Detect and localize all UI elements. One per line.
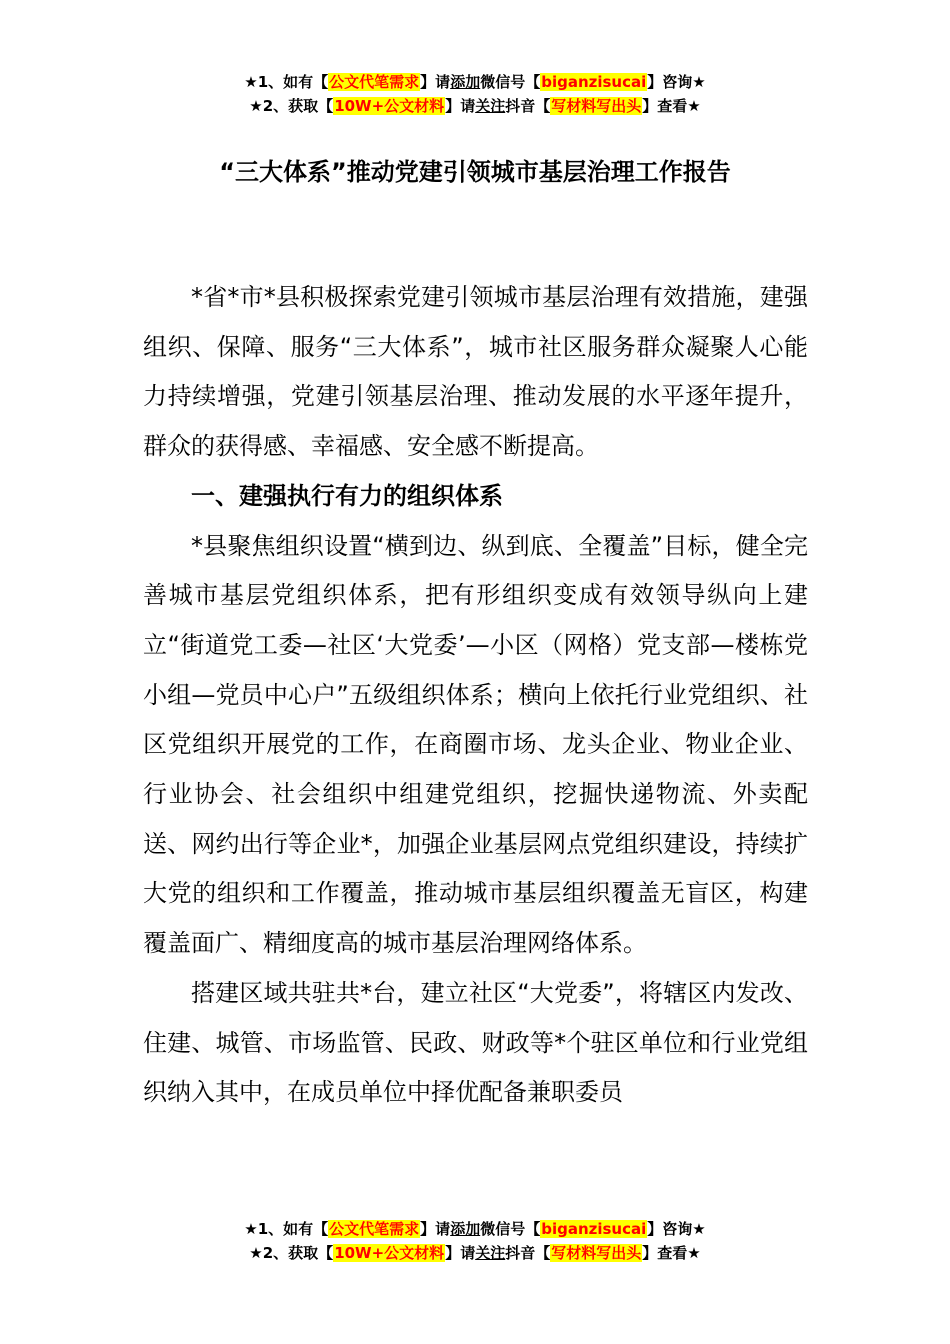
banner-emphasis: 关注 — [475, 1244, 506, 1262]
document-title: “三大体系”推动党建引领城市基层治理工作报告 — [219, 158, 731, 186]
banner-emphasis: 添加 — [450, 73, 481, 91]
section-heading: 一、建强执行有力的组织体系 — [191, 481, 503, 510]
banner-text: ★1、如有【 — [244, 73, 329, 91]
banner-highlight: 10W+公文材料 — [334, 1244, 445, 1262]
banner-text: 】请 — [445, 1244, 476, 1262]
banner-line-2 — [0, 1241, 950, 1265]
paragraph-intro: *省*市*县积极探索党建引领城市基层治理有效措施，建强组织、保障、服务“三大体系”，城市社区服务群众凝聚人心能力持续增强，党建引领基层治理、推动发展的水平逐年提升，群众的获得感、幸福感、安全感不断提高。 — [143, 283, 808, 461]
footer-banner — [0, 1217, 950, 1265]
header-banner — [0, 70, 950, 118]
banner-highlight: 写材料写出头 — [551, 1244, 642, 1262]
banner-text: 】查看★ — [642, 1244, 701, 1262]
banner-text: 】请 — [445, 97, 476, 115]
banner-text: ★2、获取【 — [249, 97, 334, 115]
banner-highlight: 公文代笔需求 — [329, 1220, 420, 1238]
paragraph-section-2: 搭建区域共驻共*台，建立社区“大党委”，将辖区内发改、住建、城管、市场监管、民政、财政等*个驻区单位和行业党组织纳入其中，在成员单位中择优配备兼职委员 — [143, 978, 808, 1107]
banner-text: 】请 — [420, 73, 451, 91]
banner-text: 】请 — [420, 1220, 451, 1238]
banner-text: ★2、获取【 — [249, 1244, 334, 1262]
banner-highlight: biganzisucai — [541, 1220, 647, 1238]
paragraph-section-1: *县聚焦组织设置“横到边、纵到底、全覆盖”目标，健全完善城市基层党组织体系，把有形组织变成有效领导纵向上建立“街道党工委—社区‘大党委’—小区（网格）党支部—楼栋党小组—党员中心户”五级组织体系；横向上依托行业党组织、社区党组织开展党的工作，在商圈市场、龙头企业、物业企业、行业协会、社会组织中组建党组织，挖掘快递物流、外卖配送、网约出行等企业*，加强企业基层网点党组织建设，持续扩大党的组织和工作覆盖，推动城市基层组织覆盖无盲区，构建覆盖面广、精细度高的城市基层治理网络体系。 — [143, 531, 808, 958]
banner-highlight: 写材料写出头 — [551, 97, 642, 115]
banner-text: 微信号【 — [480, 1220, 541, 1238]
banner-line-1 — [0, 70, 950, 94]
banner-highlight: 公文代笔需求 — [329, 73, 420, 91]
banner-highlight: 10W+公文材料 — [334, 97, 445, 115]
banner-text: 】查看★ — [642, 97, 701, 115]
banner-text: 抖音【 — [505, 1244, 551, 1262]
banner-line-1 — [0, 1217, 950, 1241]
banner-text: 】咨询★ — [647, 73, 706, 91]
banner-emphasis: 关注 — [475, 97, 506, 115]
banner-text: 微信号【 — [480, 73, 541, 91]
banner-highlight: biganzisucai — [541, 73, 647, 91]
document-body — [143, 273, 808, 1118]
banner-text: 】咨询★ — [647, 1220, 706, 1238]
banner-text: ★1、如有【 — [244, 1220, 329, 1238]
banner-line-2 — [0, 94, 950, 118]
banner-text: 抖音【 — [505, 97, 551, 115]
banner-emphasis: 添加 — [450, 1220, 481, 1238]
